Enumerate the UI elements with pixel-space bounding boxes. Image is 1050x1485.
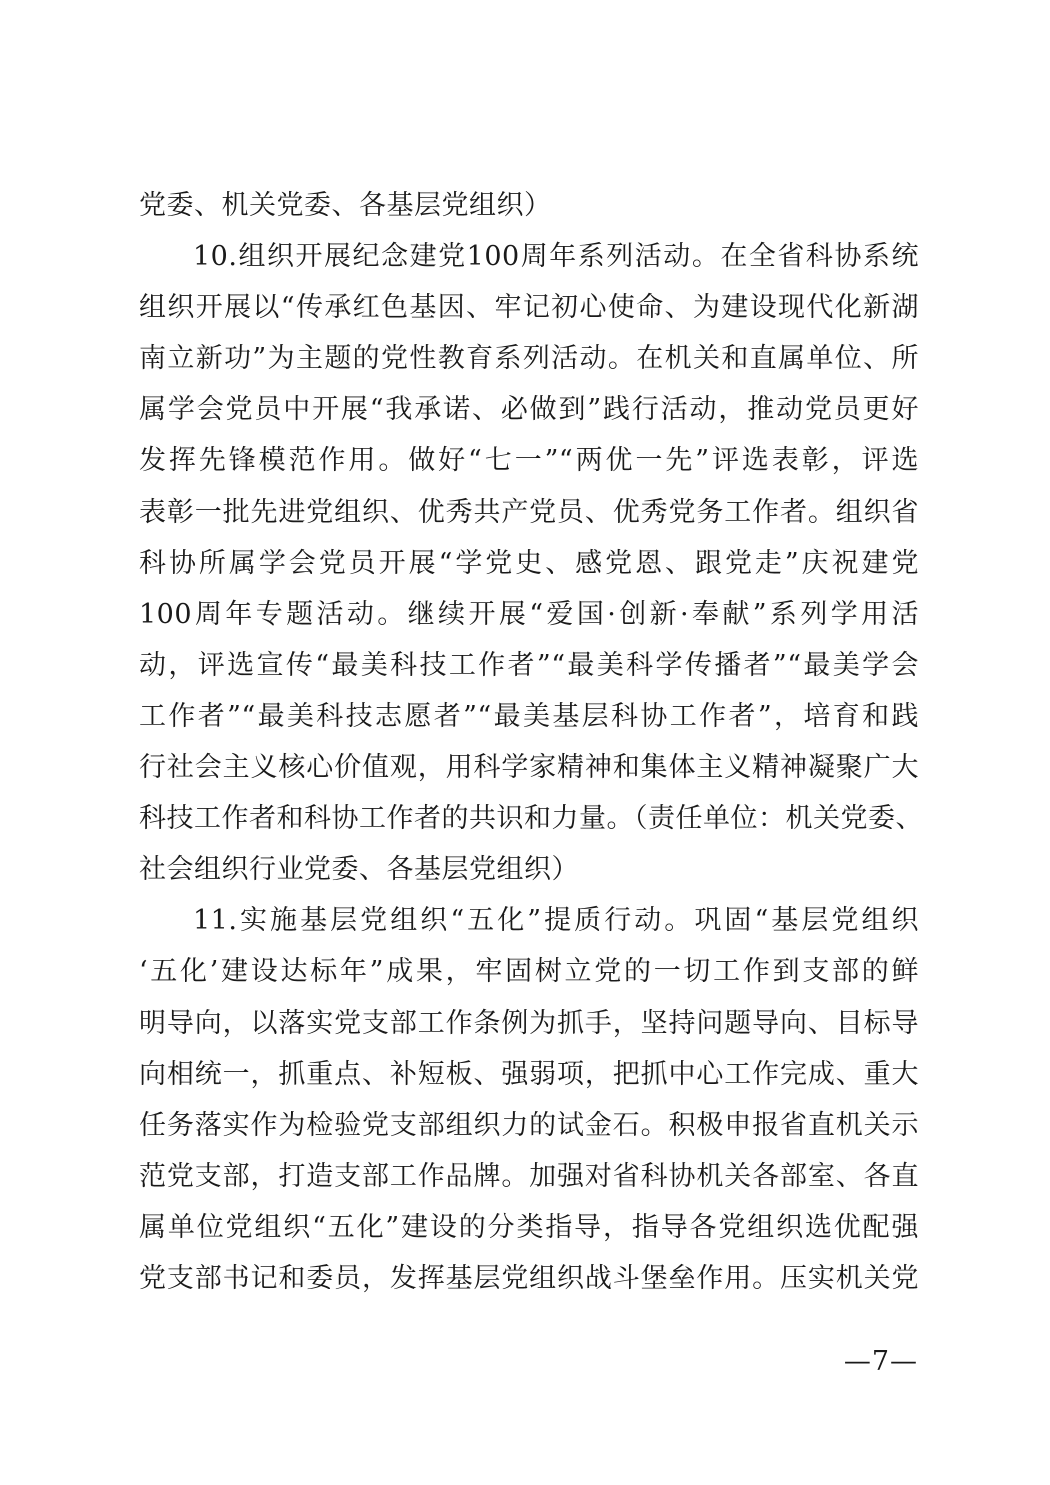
page-number: —7— <box>843 1346 918 1377</box>
text-line: 表彰一批先进党组织、优秀共产党员、优秀党务工作者。组织省 <box>139 496 919 528</box>
text-line: 社会组织行业党委、各基层党组织） <box>139 854 579 886</box>
text-line: 党支部书记和委员，发挥基层党组织战斗堡垒作用。压实机关党 <box>139 1262 919 1294</box>
text-line: ‘五化’建设达标年”成果，牢固树立党的一切工作到支部的鲜 <box>139 956 919 988</box>
paragraph-heading-11: 11.实施基层党组织“五化”提质行动。巩固“基层党组织 <box>193 905 919 937</box>
text-line: 属学会党员中开展“我承诺、必做到”践行活动，推动党员更好 <box>139 394 919 426</box>
text-line: 科协所属学会党员开展“学党史、感党恩、跟党走”庆祝建党 <box>139 547 919 579</box>
text-line: 行社会主义核心价值观，用科学家精神和集体主义精神凝聚广大 <box>139 752 919 784</box>
text-line: 范党支部，打造支部工作品牌。加强对省科协机关各部室、各直 <box>139 1160 919 1192</box>
text-line: 组织开展以“传承红色基因、牢记初心使命、为建设现代化新湖 <box>139 292 919 324</box>
text-line: 发挥先锋模范作用。做好“七一”“两优一先”评选表彰，评选 <box>139 445 919 477</box>
text-line: 动，评选宣传“最美科技工作者”“最美科学传播者”“最美学会 <box>139 649 919 681</box>
text-line: 明导向，以落实党支部工作条例为抓手，坚持问题导向、目标导 <box>139 1007 919 1039</box>
text-line: 工作者”“最美科技志愿者”“最美基层科协工作者”，培育和践 <box>139 700 919 732</box>
text-line: 任务落实作为检验党支部组织力的试金石。积极申报省直机关示 <box>139 1109 919 1141</box>
body-text <box>139 180 923 1304</box>
text-line: 党委、机关党委、各基层党组织） <box>139 190 552 221</box>
text-line: 南立新功”为主题的党性教育系列活动。在机关和直属单位、所 <box>139 343 919 375</box>
text-line: 向相统一，抓重点、补短板、强弱项，把抓中心工作完成、重大 <box>139 1058 919 1090</box>
text-line: 属单位党组织“五化”建设的分类指导，指导各党组织选优配强 <box>139 1211 919 1243</box>
paragraph-heading-10: 10.组织开展纪念建党100周年系列活动。在全省科协系统 <box>193 241 919 273</box>
text-line: 科技工作者和科协工作者的共识和力量。（责任单位：机关党委、 <box>139 803 923 835</box>
text-line: 100周年专题活动。继续开展“爱国·创新·奉献”系列学用活 <box>139 598 919 630</box>
